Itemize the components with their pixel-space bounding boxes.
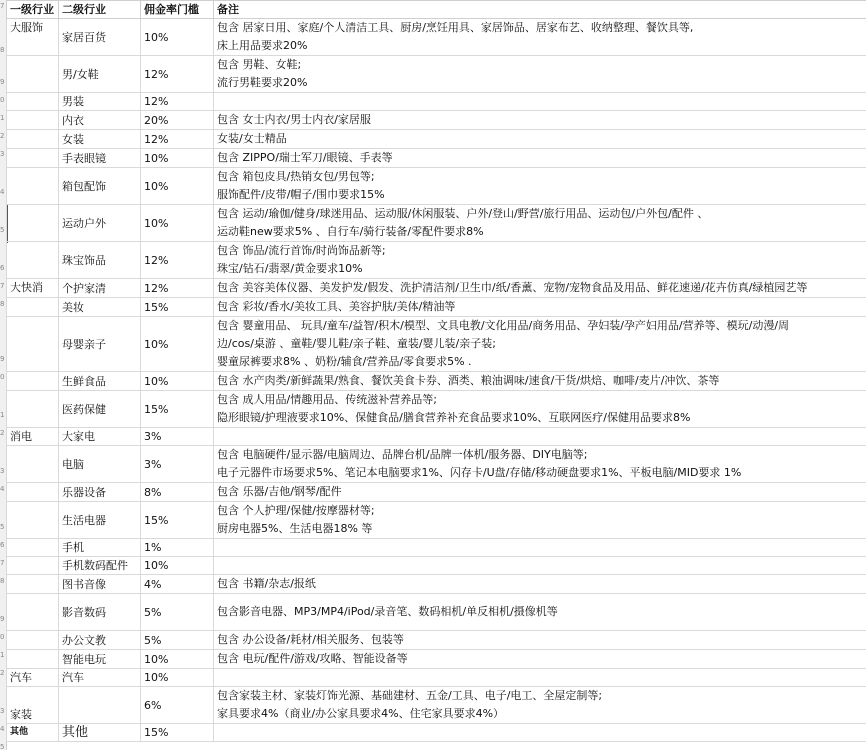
cell-l1[interactable] (7, 205, 59, 242)
table-row (7, 391, 866, 428)
cell-l2[interactable]: 生鲜食品 (59, 372, 141, 391)
cell-l2[interactable]: 美妆 (59, 298, 141, 317)
cell-rate[interactable]: 15% (141, 502, 214, 539)
cell-note[interactable] (214, 669, 866, 687)
cell-rate[interactable]: 3% (141, 446, 214, 483)
cell-rate[interactable]: 12% (141, 279, 214, 298)
row-number: 7 (0, 559, 6, 567)
row-number: 4 (0, 725, 6, 733)
cell-note[interactable] (214, 724, 866, 742)
cell-note[interactable] (214, 19, 866, 56)
note-line: 隐形眼镜/护理液要求10%、保健食品/膳食营养补充食品要求10%、互联网医疗/保健用品要求8% (217, 409, 863, 427)
cell-l2[interactable]: 手表眼镜 (59, 149, 141, 168)
cell-note[interactable] (214, 372, 866, 391)
cell-l1[interactable] (7, 149, 59, 168)
cell-l1[interactable]: 其他 (7, 724, 59, 742)
cell-rate[interactable]: 1% (141, 539, 214, 557)
note-line: 包含家装主材、家装灯饰光源、基础建材、五金/工具、电子/电工、全屋定制等; (217, 687, 863, 705)
cell-l1[interactable] (7, 483, 59, 502)
cell-rate[interactable]: 15% (141, 724, 214, 742)
cell-l2[interactable]: 家居百货 (59, 19, 141, 56)
cell-l1[interactable]: 汽车 (7, 669, 59, 687)
cell-note[interactable] (214, 93, 866, 111)
row-number: 2 (0, 429, 6, 437)
cell-rate[interactable]: 20% (141, 111, 214, 130)
table-row (7, 168, 866, 205)
cell-note[interactable] (214, 56, 866, 93)
note-line: 包含 ZIPPO/瑞士军刀/眼镜、手表等 (217, 149, 863, 167)
cell-l2[interactable]: 箱包配饰 (59, 168, 141, 205)
cell-note[interactable] (214, 575, 866, 594)
cell-rate[interactable]: 5% (141, 594, 214, 631)
cell-note[interactable] (214, 594, 866, 631)
table-row (7, 575, 866, 594)
row-number: 7 (0, 2, 6, 10)
row-number: 1 (0, 651, 6, 659)
note-line: 女装/女士精品 (217, 130, 863, 148)
note-line: 运动鞋new要求5% 、自行车/骑行装备/零配件要求8% (217, 223, 863, 241)
commission-table (6, 0, 866, 742)
table-row (7, 631, 866, 650)
table-row (7, 317, 866, 372)
cell-note[interactable] (214, 557, 866, 575)
cell-l1[interactable] (7, 594, 59, 631)
row-number: 9 (0, 78, 6, 86)
note-line: 包含 水产肉类/新鲜蔬果/熟食、餐饮美食卡券、酒类、粮油调味/速食/干货/烘焙、咖啡/麦片/冲饮、茶等 (217, 372, 863, 390)
note-line: 包含 美容美体仪器、美发护发/假发、洗护清洁剂/卫生巾/纸/香薰、宠物/宠物食品及用品、鲜花速递/花卉仿真/绿植园艺等 (217, 279, 863, 297)
cell-note[interactable] (214, 446, 866, 483)
cell-l2[interactable]: 办公文教 (59, 631, 141, 650)
cell-rate[interactable]: 10% (141, 19, 214, 56)
table-row (7, 446, 866, 483)
cell-note[interactable] (214, 111, 866, 130)
cell-note[interactable] (214, 502, 866, 539)
row-number: 1 (0, 114, 6, 122)
cell-rate[interactable]: 10% (141, 372, 214, 391)
note-line: 包含 运动/瑜伽/健身/球迷用品、运动服/休闲服装、户外/登山/野营/旅行用品、运动包/户外包/配件 、 (217, 205, 863, 223)
row-number: 7 (0, 282, 6, 290)
row-number: 2 (0, 669, 6, 677)
cell-l1[interactable] (7, 93, 59, 111)
row-number: 1 (0, 411, 6, 419)
cell-rate[interactable]: 12% (141, 93, 214, 111)
cell-l1[interactable] (7, 298, 59, 317)
row-number: 4 (0, 188, 6, 196)
header-l1[interactable]: 一级行业 (7, 1, 59, 19)
cell-l2[interactable]: 男/女鞋 (59, 56, 141, 93)
cell-rate[interactable]: 10% (141, 149, 214, 168)
cell-l2[interactable]: 影音数码 (59, 594, 141, 631)
cell-l2[interactable]: 女装 (59, 130, 141, 149)
note-line: 包含 女士内衣/男士内衣/家居服 (217, 111, 863, 129)
cell-l2[interactable]: 内衣 (59, 111, 141, 130)
cell-rate[interactable]: 10% (141, 650, 214, 669)
note-line: 包含 婴童用品、 玩具/童车/益智/积木/模型、文具电教/文化用品/商务用品、孕妇装/孕产妇用品/营养等、模玩/动漫/周 (217, 317, 863, 335)
row-number: 4 (0, 485, 6, 493)
note-line: 包含 电玩/配件/游戏/攻略、智能设备等 (217, 650, 863, 668)
cell-note[interactable] (214, 242, 866, 279)
cell-l1[interactable] (7, 557, 59, 575)
header-note[interactable]: 备注 (214, 1, 866, 19)
note-line: 珠宝/钻石/翡翠/黄金要求10% (217, 260, 863, 278)
cell-note[interactable] (214, 130, 866, 149)
row-number: 8 (0, 577, 6, 585)
cell-rate[interactable]: 15% (141, 298, 214, 317)
cell-rate[interactable]: 8% (141, 483, 214, 502)
cell-l2[interactable]: 其他 (59, 724, 141, 742)
table-row (7, 93, 866, 111)
cell-note[interactable] (214, 279, 866, 298)
cell-l2[interactable]: 医药保健 (59, 391, 141, 428)
row-number: 3 (0, 707, 6, 715)
cell-note[interactable] (214, 317, 866, 372)
table-row (7, 687, 866, 724)
note-line: 包含 彩妆/香水/美妆工具、美容护肤/美体/精油等 (217, 298, 863, 316)
cell-note[interactable] (214, 687, 866, 724)
note-line: 厨房电器5%、生活电器18% 等 (217, 520, 863, 538)
table-row (7, 130, 866, 149)
table-row (7, 724, 866, 742)
cell-l2[interactable]: 手机 (59, 539, 141, 557)
table-row (7, 149, 866, 168)
cell-l1[interactable] (7, 446, 59, 483)
cell-l2[interactable]: 大家电 (59, 428, 141, 446)
table-row (7, 428, 866, 446)
table-row (7, 19, 866, 56)
cell-l2[interactable]: 珠宝饰品 (59, 242, 141, 279)
cell-rate[interactable]: 6% (141, 687, 214, 724)
cell-rate[interactable]: 5% (141, 631, 214, 650)
row-number: 0 (0, 633, 6, 641)
cell-rate[interactable]: 12% (141, 242, 214, 279)
note-line: 服饰配件/皮带/帽子/围巾要求15% (217, 186, 863, 204)
cell-l2[interactable]: 母婴亲子 (59, 317, 141, 372)
table-row (7, 483, 866, 502)
table-row (7, 56, 866, 93)
cell-note[interactable] (214, 168, 866, 205)
note-line: 包含 乐器/吉他/钢琴/配件 (217, 483, 863, 501)
row-number: 3 (0, 467, 6, 475)
row-number: 6 (0, 541, 6, 549)
note-line: 边/cos/桌游 、童鞋/婴儿鞋/亲子鞋、童装/婴儿装/亲子装; (217, 335, 863, 353)
cell-l1[interactable] (7, 242, 59, 279)
cell-note[interactable] (214, 539, 866, 557)
note-line: 包含 成人用品/情趣用品、传统滋补营养品等; (217, 391, 863, 409)
row-number: 9 (0, 355, 6, 363)
cell-l1[interactable]: 消电 (7, 428, 59, 446)
cell-rate[interactable]: 10% (141, 669, 214, 687)
table-row (7, 594, 866, 631)
note-line: 包含 箱包皮具/热销女包/男包等; (217, 168, 863, 186)
row-number: 5 (0, 523, 6, 531)
cell-note[interactable] (214, 483, 866, 502)
cell-note[interactable] (214, 650, 866, 669)
cell-l2[interactable]: 图书音像 (59, 575, 141, 594)
note-line: 包含影音电器、MP3/MP4/iPod/录音笔、数码相机/单反相机/摄像机等 (217, 603, 863, 621)
row-number: 8 (0, 46, 6, 54)
cell-rate[interactable]: 15% (141, 391, 214, 428)
cell-note[interactable] (214, 428, 866, 446)
cell-rate[interactable]: 10% (141, 168, 214, 205)
cell-l1[interactable] (7, 111, 59, 130)
row-number: 0 (0, 96, 6, 104)
note-line: 包含 办公设备/耗材/相关服务、包装等 (217, 631, 863, 649)
cell-note[interactable] (214, 391, 866, 428)
cell-note[interactable] (214, 205, 866, 242)
row-number: 6 (0, 264, 6, 272)
cell-rate[interactable]: 10% (141, 205, 214, 242)
header-row (7, 1, 866, 19)
cell-l1[interactable] (7, 539, 59, 557)
note-line: 包含 居家日用、家庭/个人清洁工具、厨房/烹饪用具、家居饰品、居家布艺、收纳整理、餐饮具等, (217, 19, 863, 37)
note-line: 包含 饰品/流行首饰/时尚饰品新等; (217, 242, 863, 260)
cell-l1[interactable] (7, 372, 59, 391)
header-l2[interactable]: 二级行业 (59, 1, 141, 19)
cell-rate[interactable]: 12% (141, 130, 214, 149)
cell-l2[interactable]: 个护家清 (59, 279, 141, 298)
table-row (7, 372, 866, 391)
row-number: 5 (0, 226, 6, 234)
cell-note[interactable] (214, 149, 866, 168)
row-number: 8 (0, 300, 6, 308)
row-number: 5 (0, 743, 6, 751)
cell-l2[interactable] (59, 687, 141, 724)
cell-note[interactable] (214, 298, 866, 317)
cell-rate[interactable]: 4% (141, 575, 214, 594)
cell-l2[interactable]: 生活电器 (59, 502, 141, 539)
table-row (7, 298, 866, 317)
cell-l1[interactable] (7, 130, 59, 149)
cell-l1[interactable] (7, 391, 59, 428)
table-row (7, 539, 866, 557)
cell-l2[interactable]: 运动户外 (59, 205, 141, 242)
table-row (7, 650, 866, 669)
table-row (7, 111, 866, 130)
table-row (7, 279, 866, 298)
table-row (7, 242, 866, 279)
cell-l1[interactable] (7, 317, 59, 372)
cell-l1[interactable] (7, 56, 59, 93)
note-line: 包含 电脑硬件/显示器/电脑周边、品牌台机/品牌一体机/服务器、DIY电脑等; (217, 446, 863, 464)
cell-rate[interactable]: 10% (141, 557, 214, 575)
row-number: 3 (0, 150, 6, 158)
note-line: 婴童尿裤要求8% 、奶粉/辅食/营养品/零食要求5% . (217, 353, 863, 371)
header-rate[interactable]: 佣金率门槛 (141, 1, 214, 19)
note-line: 包含 个人护理/保健/按摩器材等; (217, 502, 863, 520)
cell-l1[interactable]: 大快消 (7, 279, 59, 298)
cell-l1[interactable] (7, 168, 59, 205)
cell-l1[interactable]: 大服饰 (7, 19, 59, 56)
cell-rate[interactable]: 10% (141, 317, 214, 372)
cell-l1[interactable] (7, 575, 59, 594)
note-line: 电子元器件市场要求5%、笔记本电脑要求1%、闪存卡/U盘/存储/移动硬盘要求1%、平板电脑/MID要求 1% (217, 464, 863, 482)
cell-rate[interactable]: 3% (141, 428, 214, 446)
note-line: 家具要求4%（商业/办公家具要求4%、住宅家具要求4%） (217, 705, 863, 723)
note-line: 包含 男鞋、女鞋; (217, 56, 863, 74)
cell-l2[interactable]: 汽车 (59, 669, 141, 687)
table-row (7, 205, 866, 242)
cell-rate[interactable]: 12% (141, 56, 214, 93)
cell-l2[interactable]: 男装 (59, 93, 141, 111)
note-line: 床上用品要求20% (217, 37, 863, 55)
cell-l2[interactable]: 乐器设备 (59, 483, 141, 502)
row-number: 2 (0, 132, 6, 140)
cell-l2[interactable]: 智能电玩 (59, 650, 141, 669)
row-number: 0 (0, 373, 6, 381)
table-row (7, 669, 866, 687)
note-line: 流行男鞋要求20% (217, 74, 863, 92)
table-row (7, 557, 866, 575)
cell-l1[interactable] (7, 631, 59, 650)
cell-l1[interactable] (7, 502, 59, 539)
cell-l1[interactable]: 家装 (7, 687, 59, 724)
row-number: 9 (0, 615, 6, 623)
note-line: 包含 书籍/杂志/报纸 (217, 575, 863, 593)
cell-l2[interactable]: 手机数码配件 (59, 557, 141, 575)
table-row (7, 502, 866, 539)
cell-note[interactable] (214, 631, 866, 650)
cell-l2[interactable]: 电脑 (59, 446, 141, 483)
cell-l1[interactable] (7, 650, 59, 669)
